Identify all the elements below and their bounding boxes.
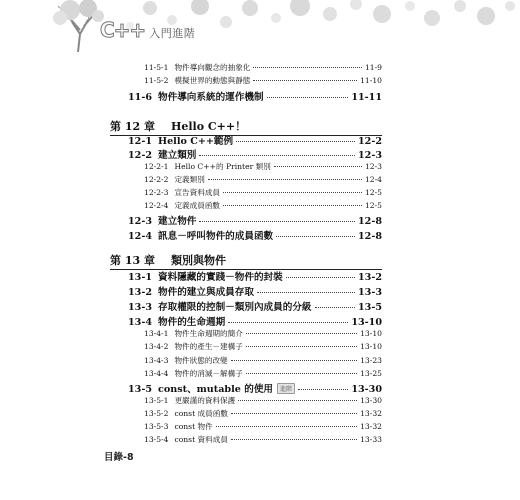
entry-title: 物件的產生－建構子 xyxy=(174,342,243,351)
entry-title: const 物件 xyxy=(174,422,213,431)
entry-page-number: 13-5 xyxy=(357,302,382,313)
entry-title: 物件的建立與成員存取 xyxy=(158,287,254,298)
dot-leader xyxy=(276,236,355,237)
entry-title: Hello C++的 Printer 類別 xyxy=(174,162,271,171)
entry-page-number: 12-2 xyxy=(357,136,382,147)
entry-page-number: 12-8 xyxy=(357,231,382,242)
dot-leader xyxy=(208,179,362,180)
entry-page-number: 13-30 xyxy=(351,384,382,395)
dot-leader xyxy=(228,322,348,323)
entry-page-number: 11-11 xyxy=(351,92,382,103)
toc-section-entry[interactable] xyxy=(128,299,382,313)
toc-section-entry[interactable] xyxy=(128,314,382,328)
entry-title: 物件狀態的改變 xyxy=(174,356,228,365)
entry-title: 物件的消滅－解構子 xyxy=(174,369,243,378)
chapter-number: 第 13 章 xyxy=(110,254,155,267)
toc-section-entry[interactable] xyxy=(128,213,382,227)
entry-page-number: 13-33 xyxy=(360,435,382,444)
entry-page-number: 13-3 xyxy=(357,287,382,298)
toc-section-entry[interactable] xyxy=(128,284,382,298)
entry-page-number: 13-10 xyxy=(360,329,382,338)
dot-leader xyxy=(223,192,362,193)
entry-title: 更嚴謹的資料保護 xyxy=(174,396,236,405)
chapter-title: Hello C++！ xyxy=(170,120,247,133)
dot-leader xyxy=(231,439,357,440)
toc-section-entry[interactable] xyxy=(128,228,382,242)
toc-subsection-entry[interactable] xyxy=(144,355,382,366)
entry-page-number: 12-5 xyxy=(364,201,382,210)
toc-subsection-entry[interactable] xyxy=(144,161,382,172)
chapter-title: 類別與物件 xyxy=(170,254,226,267)
toc-subsection-entry[interactable] xyxy=(144,421,382,432)
entry-number: 13-5-1 xyxy=(144,396,169,405)
entry-page-number: 12-4 xyxy=(364,175,382,184)
entry-number: 12-2 xyxy=(128,150,153,161)
dot-leader xyxy=(315,307,355,308)
entry-page-number: 13-30 xyxy=(360,396,382,405)
toc-subsection-entry[interactable] xyxy=(144,341,382,352)
dot-leader xyxy=(286,277,355,278)
entry-title: 模擬世界的動態與靜態 xyxy=(174,76,251,85)
dot-leader xyxy=(257,292,355,293)
entry-number: 12-3 xyxy=(128,216,153,227)
dot-leader xyxy=(223,205,362,206)
entry-page-number: 11-10 xyxy=(360,76,382,85)
dot-leader xyxy=(231,360,357,361)
toc-subsection-entry[interactable] xyxy=(144,62,382,73)
toc-subsection-entry[interactable] xyxy=(144,434,382,445)
entry-number: 13-5-3 xyxy=(144,422,169,431)
toc-subsection-entry[interactable] xyxy=(144,187,382,198)
dot-leader xyxy=(231,413,357,414)
entry-page-number: 13-2 xyxy=(357,272,382,283)
entry-title: 定義成員函數 xyxy=(174,201,221,210)
entry-number: 12-4 xyxy=(128,231,153,242)
entry-number: 13-3 xyxy=(128,302,153,313)
toc-subsection-entry[interactable] xyxy=(144,328,382,339)
toc-section-entry[interactable] xyxy=(128,269,382,283)
entry-page-number: 13-32 xyxy=(360,409,382,418)
entry-page-number: 13-25 xyxy=(360,369,382,378)
tree-header-illustration xyxy=(0,0,520,52)
entry-page-number: 12-8 xyxy=(357,216,382,227)
entry-title: 物件導向系統的運作機制 xyxy=(158,92,264,103)
dot-leader xyxy=(253,80,357,81)
entry-title: 資料隱藏的實踐－物件的封裝 xyxy=(158,272,283,283)
entry-page-number: 13-10 xyxy=(351,317,382,328)
entry-page-number: 12-5 xyxy=(364,188,382,197)
dot-leader xyxy=(199,221,355,222)
entry-page-number: 13-23 xyxy=(360,356,382,365)
entry-page-number: 12-3 xyxy=(364,162,382,171)
entry-title: 建立類別 xyxy=(158,150,197,161)
entry-number: 13-4-4 xyxy=(144,369,169,378)
toc-subsection-entry[interactable] xyxy=(144,75,382,86)
entry-number: 13-1 xyxy=(128,272,153,283)
book-title-main: C++ xyxy=(100,18,146,42)
entry-page-number: 11-9 xyxy=(364,63,382,72)
entry-number: 13-2 xyxy=(128,287,153,298)
entry-number: 12-1 xyxy=(128,136,153,147)
entry-number: 13-4-2 xyxy=(144,342,169,351)
entry-number: 12-2-2 xyxy=(144,175,169,184)
dot-leader xyxy=(274,166,362,167)
advanced-badge: 進階 xyxy=(277,383,295,394)
entry-title: 物件的生命週期 xyxy=(158,317,226,328)
entry-number: 11-6 xyxy=(128,92,153,103)
toc-subsection-entry[interactable] xyxy=(144,408,382,419)
book-title-sub: 入門進階 xyxy=(149,27,196,40)
dot-leader xyxy=(246,373,357,374)
toc-section-entry[interactable] xyxy=(128,133,382,147)
entry-title: 宣告資料成員 xyxy=(174,188,221,197)
entry-page-number: 13-32 xyxy=(360,422,382,431)
entry-number: 13-4-1 xyxy=(144,329,169,338)
toc-subsection-entry[interactable] xyxy=(144,200,382,211)
entry-number: 13-5-2 xyxy=(144,409,169,418)
entry-number: 12-2-1 xyxy=(144,162,169,171)
entry-page-number: 13-10 xyxy=(360,342,382,351)
entry-title: const、mutable 的使用 進階 xyxy=(158,381,295,395)
entry-number: 13-5-4 xyxy=(144,435,169,444)
toc-section-entry[interactable] xyxy=(128,381,382,395)
chapter-heading[interactable] xyxy=(110,252,382,270)
chapter-number: 第 12 章 xyxy=(110,120,155,133)
toc-section-entry[interactable] xyxy=(128,147,382,161)
toc-subsection-entry[interactable] xyxy=(144,368,382,379)
dot-leader xyxy=(238,400,357,401)
toc-section-entry[interactable] xyxy=(128,89,382,103)
page-header xyxy=(0,0,520,52)
dot-leader xyxy=(298,389,348,390)
entry-title: 建立物件 xyxy=(158,216,197,227)
entry-title: 定義類別 xyxy=(174,175,205,184)
entry-number: 11-5-2 xyxy=(144,76,169,85)
dot-leader xyxy=(253,67,362,68)
entry-number: 13-5 xyxy=(128,384,153,395)
dot-leader xyxy=(216,426,357,427)
toc-subsection-entry[interactable] xyxy=(144,174,382,185)
toc-subsection-entry[interactable] xyxy=(144,395,382,406)
dot-leader xyxy=(246,346,357,347)
entry-title: Hello C++範例 xyxy=(158,136,234,147)
entry-number: 13-4 xyxy=(128,317,153,328)
dot-leader xyxy=(267,97,349,98)
book-title xyxy=(100,18,195,42)
dot-leader xyxy=(236,141,355,142)
dot-leader xyxy=(199,155,355,156)
dot-leader xyxy=(246,333,357,334)
entry-page-number: 12-3 xyxy=(357,150,382,161)
entry-title: 物件生命週期的簡介 xyxy=(174,329,243,338)
entry-title: 訊息－呼叫物件的成員函數 xyxy=(158,231,274,242)
entry-number: 11-5-1 xyxy=(144,63,169,72)
entry-title: const 資料成員 xyxy=(174,435,228,444)
entry-title: 物件導向觀念的抽象化 xyxy=(174,63,251,72)
entry-number: 12-2-3 xyxy=(144,188,169,197)
entry-title: const 成員函數 xyxy=(174,409,228,418)
entry-number: 13-4-3 xyxy=(144,356,169,365)
entry-title: 存取權限的控制－類別內成員的分級 xyxy=(158,302,312,313)
page-number: 目錄-8 xyxy=(104,452,134,463)
entry-number: 12-2-4 xyxy=(144,201,169,210)
